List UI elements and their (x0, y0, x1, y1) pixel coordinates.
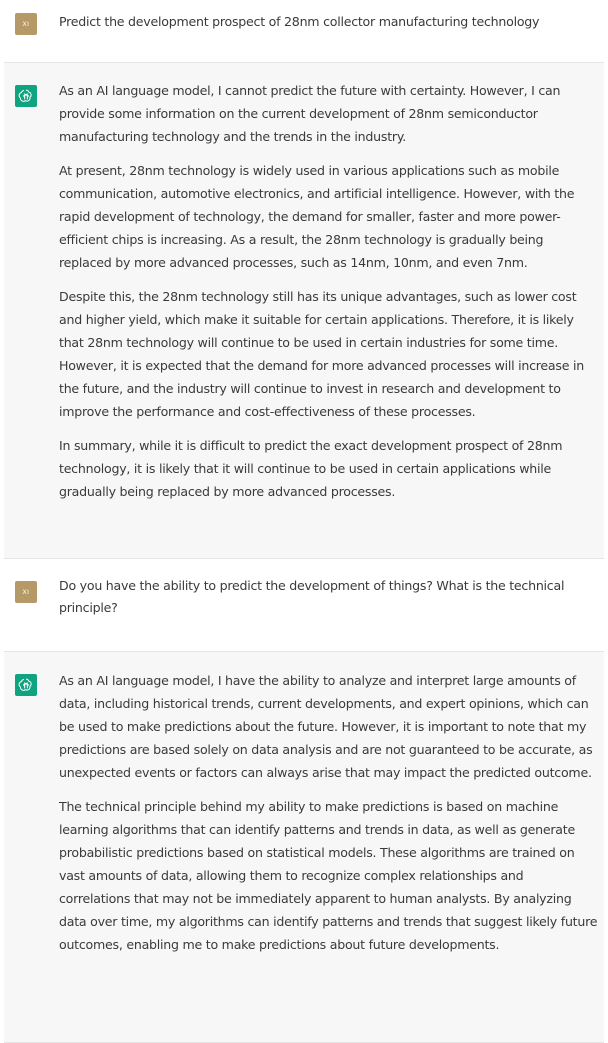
message-paragraph: Predict the development prospect of 28nm collector manufacturing technology (59, 14, 540, 29)
message-paragraph: In summary, while it is difficult to predict the exact development prospect of 28nm technology, it is likely that it will continue to be used in certain applications while gradually being replaced by more advanced processes. (59, 438, 563, 499)
message-text (59, 79, 598, 503)
message-paragraph: The technical principle behind my ability to make predictions is based on machine learning algorithms that can identify patterns and trends in data, as well as generate probabilistic predictions based on statistical models. These algorithms are trained on vast amounts of data, allowing them to recognize complex relationships and correlations that may not be immediately apparent to human analysts. By analyzing data over time, my algorithms can identify patterns and trends that suggest likely future outcomes, enabling me to make predictions about future developments. (59, 799, 598, 952)
message-paragraph: As an AI language model, I have the ability to analyze and interpret large amounts of data, including historical trends, current developments, and expert opinions, which can be used to make predictions about the future. However, it is important to note that my predictions are based solely on data analysis and are not guaranteed to be accurate, as unexpected events or factors can always arise that may impact the predicted outcome. (59, 673, 593, 780)
assistant-message (4, 651, 604, 1043)
user-avatar (15, 581, 37, 603)
message-text (59, 575, 598, 619)
user-message (4, 559, 604, 651)
assistant-message (4, 62, 604, 559)
openai-logo-icon (15, 674, 37, 696)
openai-logo-icon (15, 85, 37, 107)
user-message (4, 0, 604, 62)
message-paragraph: Despite this, the 28nm technology still has its unique advantages, such as lower cost and higher yield, which make it suitable for certain applications. Therefore, it is likely that 28nm technology will continue to be used in certain industries for some time. However, it is expected that the demand for more advanced processes will increase in the future, and the industry will continue to invest in research and development to improve the performance and cost-effectiveness of these processes. (59, 289, 584, 419)
message-paragraph: As an AI language model, I cannot predict the future with certainty. However, I can provide some information on the current development of 28nm semiconductor manufacturing technology and the trends in the industry. (59, 83, 561, 144)
user-avatar-initials: XI (22, 588, 30, 596)
user-avatar (15, 13, 37, 35)
message-text (59, 10, 598, 33)
user-avatar-initials: XI (22, 20, 30, 28)
message-paragraph: At present, 28nm technology is widely used in various applications such as mobile communication, automotive electronics, and artificial intelligence. However, with the rapid development of technology, the demand for smaller, faster and more power-efficient chips is increasing. As a result, the 28nm technology is gradually being replaced by more advanced processes, such as 14nm, 10nm, and even 7nm. (59, 163, 575, 270)
message-paragraph: Do you have the ability to predict the development of things? What is the technical principle? (59, 578, 565, 615)
message-text (59, 669, 598, 956)
